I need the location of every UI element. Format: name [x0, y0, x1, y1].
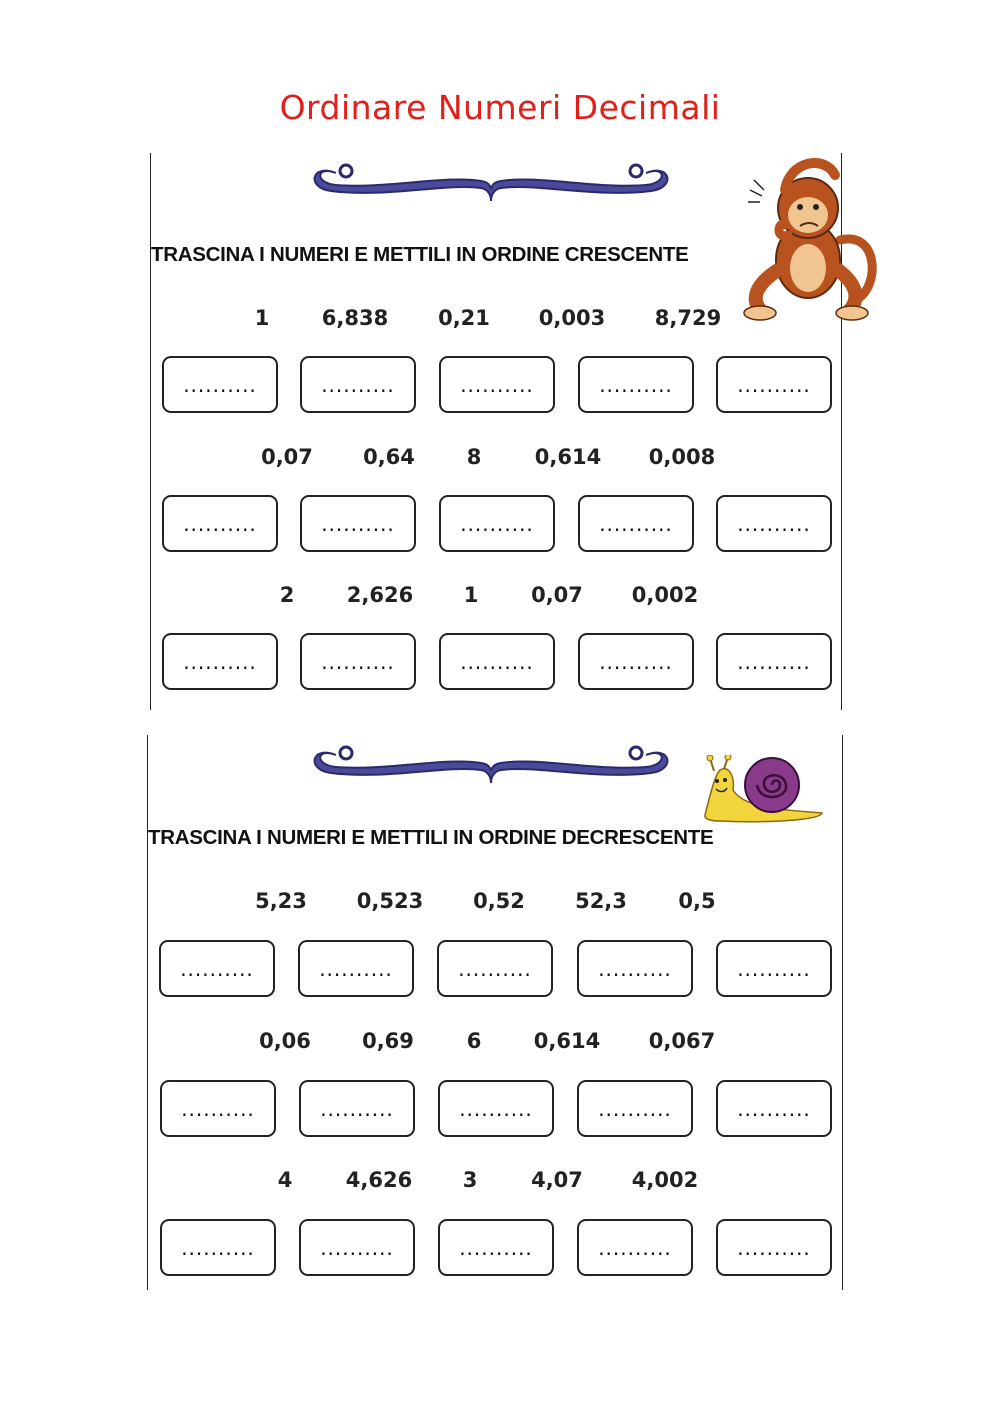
drop-slot[interactable]: ..........	[299, 1219, 415, 1276]
drop-slot[interactable]: ..........	[577, 1219, 693, 1276]
draggable-number[interactable]: 6,838	[321, 306, 389, 330]
page-title: Ordinare Numeri Decimali	[279, 88, 721, 127]
draggable-number[interactable]: 0,07	[261, 445, 313, 469]
ornament-flourish-icon	[306, 735, 676, 795]
draggable-number[interactable]: 0,64	[363, 445, 415, 469]
drop-slot[interactable]: ..........	[439, 356, 555, 413]
drop-slot[interactable]: ..........	[300, 633, 416, 690]
drop-slot[interactable]: ..........	[439, 495, 555, 552]
draggable-number[interactable]: 4,626	[345, 1168, 413, 1192]
draggable-number[interactable]: 4,002	[631, 1168, 699, 1192]
drop-slot[interactable]: ..........	[437, 940, 553, 997]
draggable-number[interactable]: 0,614	[533, 1029, 601, 1053]
draggable-number[interactable]: 2	[279, 583, 295, 607]
exercise-panel-ascending	[150, 153, 842, 710]
drop-slot[interactable]: ..........	[438, 1219, 554, 1276]
draggable-number[interactable]: 0,52	[473, 889, 525, 913]
drop-slot[interactable]: ..........	[162, 495, 278, 552]
draggable-number[interactable]: 0,614	[534, 445, 602, 469]
draggable-number[interactable]: 8	[466, 445, 482, 469]
drop-slot[interactable]: ..........	[578, 356, 694, 413]
drop-slot[interactable]: ..........	[160, 1080, 276, 1137]
drop-slot[interactable]: ..........	[716, 495, 832, 552]
draggable-number[interactable]: 0,008	[648, 445, 716, 469]
drop-slot[interactable]: ..........	[716, 1219, 832, 1276]
draggable-number[interactable]: 0,06	[259, 1029, 311, 1053]
drop-slot[interactable]: ..........	[160, 1219, 276, 1276]
drop-slot[interactable]: ..........	[439, 633, 555, 690]
draggable-number[interactable]: 3	[462, 1168, 478, 1192]
draggable-number[interactable]: 0,002	[631, 583, 699, 607]
draggable-number[interactable]: 0,523	[356, 889, 424, 913]
draggable-number[interactable]: 0,5	[678, 889, 716, 913]
drop-slot[interactable]: ..........	[577, 940, 693, 997]
draggable-number[interactable]: 0,21	[438, 306, 490, 330]
snail-icon	[700, 755, 825, 825]
draggable-number[interactable]: 1	[463, 583, 479, 607]
ornament-flourish-icon	[306, 153, 676, 213]
drop-slot[interactable]: ..........	[578, 495, 694, 552]
draggable-number[interactable]: 6	[466, 1029, 482, 1053]
drop-slot[interactable]: ..........	[162, 356, 278, 413]
drop-slot[interactable]: ..........	[159, 940, 275, 997]
drop-slot[interactable]: ..........	[577, 1080, 693, 1137]
instruction-descending: TRASCINA I NUMERI E METTILI IN ORDINE DECRESCENTE	[148, 826, 714, 849]
drop-slot[interactable]: ..........	[299, 1080, 415, 1137]
draggable-number[interactable]: 2,626	[346, 583, 414, 607]
drop-slot[interactable]: ..........	[716, 633, 832, 690]
drop-slot[interactable]: ..........	[298, 940, 414, 997]
draggable-number[interactable]: 52,3	[575, 889, 627, 913]
drop-slot[interactable]: ..........	[438, 1080, 554, 1137]
draggable-number[interactable]: 4,07	[531, 1168, 583, 1192]
draggable-number[interactable]: 0,067	[648, 1029, 716, 1053]
drop-slot[interactable]: ..........	[578, 633, 694, 690]
monkey-icon	[740, 150, 880, 325]
draggable-number[interactable]: 0,69	[362, 1029, 414, 1053]
drop-slot[interactable]: ..........	[716, 940, 832, 997]
drop-slot[interactable]: ..........	[162, 633, 278, 690]
drop-slot[interactable]: ..........	[300, 356, 416, 413]
drop-slot[interactable]: ..........	[716, 356, 832, 413]
draggable-number[interactable]: 0,003	[538, 306, 606, 330]
draggable-number[interactable]: 0,07	[531, 583, 583, 607]
draggable-number[interactable]: 8,729	[654, 306, 722, 330]
drop-slot[interactable]: ..........	[716, 1080, 832, 1137]
draggable-number[interactable]: 1	[254, 306, 270, 330]
instruction-ascending: TRASCINA I NUMERI E METTILI IN ORDINE CRESCENTE	[151, 243, 689, 266]
drop-slot[interactable]: ..........	[300, 495, 416, 552]
draggable-number[interactable]: 4	[277, 1168, 293, 1192]
draggable-number[interactable]: 5,23	[255, 889, 307, 913]
